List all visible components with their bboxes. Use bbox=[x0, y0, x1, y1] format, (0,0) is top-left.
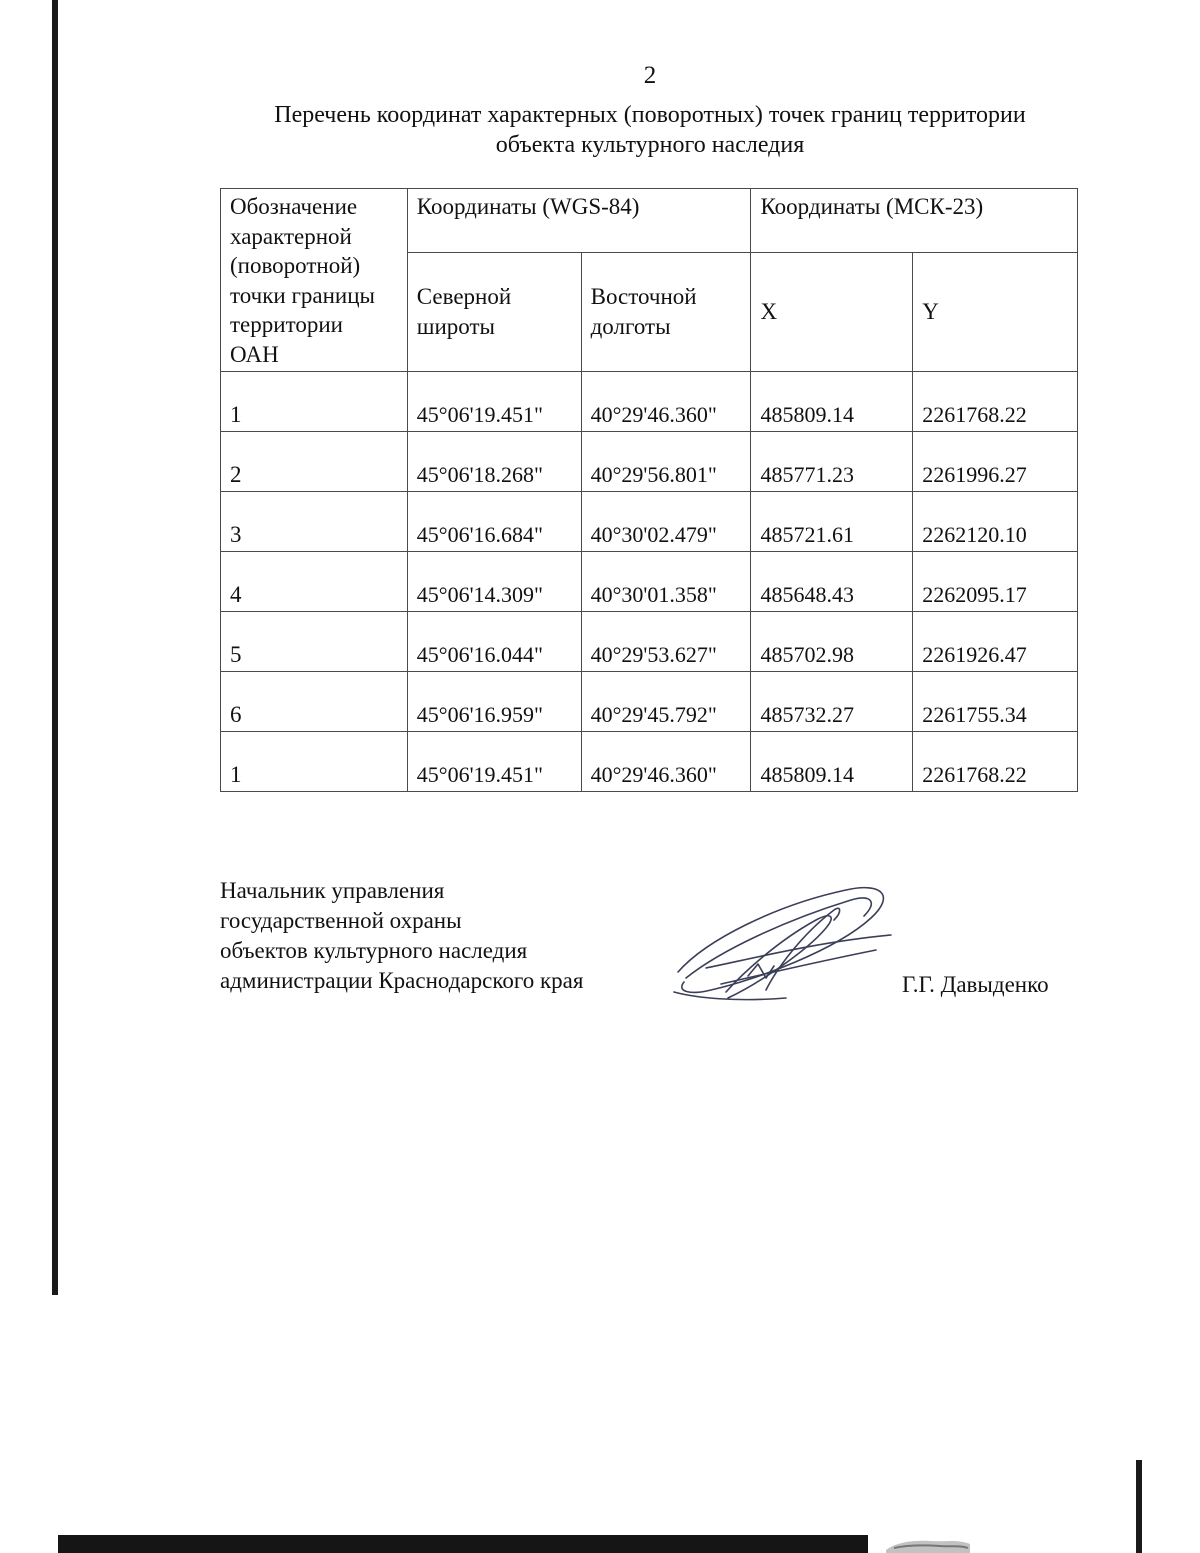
coordinates-table bbox=[220, 188, 1078, 792]
longitude-cell: 40°29'46.360" bbox=[581, 372, 751, 432]
table-row bbox=[221, 372, 1078, 432]
msk23-header: Координаты (МСК-23) bbox=[751, 189, 1078, 253]
table-row bbox=[221, 732, 1078, 792]
scan-edge-bottom bbox=[58, 1535, 868, 1553]
signatory-line: государственной охраны bbox=[220, 908, 462, 933]
signatory-line: объектов культурного наследия bbox=[220, 938, 528, 963]
scan-smudge bbox=[884, 1536, 972, 1553]
longitude-cell: 40°30'01.358" bbox=[581, 552, 751, 612]
x-cell: 485809.14 bbox=[751, 732, 913, 792]
x-cell: 485721.61 bbox=[751, 492, 913, 552]
point-cell: 2 bbox=[221, 432, 408, 492]
longitude-cell: 40°29'45.792" bbox=[581, 672, 751, 732]
north-latitude-header: Северной широты bbox=[407, 253, 581, 372]
point-cell: 5 bbox=[221, 612, 408, 672]
handwritten-signature bbox=[666, 880, 896, 1010]
scan-edge-right bbox=[1136, 1460, 1142, 1553]
y-cell: 2261996.27 bbox=[913, 432, 1078, 492]
document-title bbox=[200, 100, 1100, 160]
y-cell: 2261768.22 bbox=[913, 372, 1078, 432]
point-cell: 4 bbox=[221, 552, 408, 612]
y-header: Y bbox=[913, 253, 1078, 372]
wgs84-header: Координаты (WGS-84) bbox=[407, 189, 751, 253]
point-designation-header: Обозначение характерной (поворотной) точки границы территории ОАН bbox=[221, 189, 408, 372]
x-cell: 485732.27 bbox=[751, 672, 913, 732]
x-header: X bbox=[751, 253, 913, 372]
latitude-cell: 45°06'18.268" bbox=[407, 432, 581, 492]
title-line-1: Перечень координат характерных (поворотных) точек границ территории bbox=[274, 102, 1026, 128]
title-line-2: объекта культурного наследия bbox=[495, 132, 805, 158]
x-cell: 485648.43 bbox=[751, 552, 913, 612]
table-row bbox=[221, 432, 1078, 492]
y-cell: 2261926.47 bbox=[913, 612, 1078, 672]
page-number: 2 bbox=[643, 62, 657, 89]
scan-edge-left bbox=[52, 0, 58, 1295]
point-cell: 1 bbox=[221, 732, 408, 792]
signer-name: Г.Г. Давыденко bbox=[902, 972, 1049, 997]
table-row bbox=[221, 612, 1078, 672]
latitude-cell: 45°06'16.959" bbox=[407, 672, 581, 732]
latitude-cell: 45°06'16.684" bbox=[407, 492, 581, 552]
y-cell: 2261768.22 bbox=[913, 732, 1078, 792]
table-header-row bbox=[221, 189, 1078, 253]
point-cell: 1 bbox=[221, 372, 408, 432]
y-cell: 2262095.17 bbox=[913, 552, 1078, 612]
longitude-cell: 40°29'46.360" bbox=[581, 732, 751, 792]
y-cell: 2261755.34 bbox=[913, 672, 1078, 732]
latitude-cell: 45°06'19.451" bbox=[407, 732, 581, 792]
signatory-block bbox=[220, 876, 583, 996]
table-row bbox=[221, 492, 1078, 552]
longitude-cell: 40°29'53.627" bbox=[581, 612, 751, 672]
point-cell: 3 bbox=[221, 492, 408, 552]
x-cell: 485809.14 bbox=[751, 372, 913, 432]
latitude-cell: 45°06'16.044" bbox=[407, 612, 581, 672]
longitude-cell: 40°30'02.479" bbox=[581, 492, 751, 552]
latitude-cell: 45°06'14.309" bbox=[407, 552, 581, 612]
x-cell: 485702.98 bbox=[751, 612, 913, 672]
x-cell: 485771.23 bbox=[751, 432, 913, 492]
latitude-cell: 45°06'19.451" bbox=[407, 372, 581, 432]
table-row bbox=[221, 672, 1078, 732]
longitude-cell: 40°29'56.801" bbox=[581, 432, 751, 492]
signatory-line: Начальник управления bbox=[220, 878, 445, 903]
east-longitude-header: Восточной долготы bbox=[581, 253, 751, 372]
table-row bbox=[221, 552, 1078, 612]
point-cell: 6 bbox=[221, 672, 408, 732]
signatory-line: администрации Краснодарского края bbox=[220, 968, 584, 993]
y-cell: 2262120.10 bbox=[913, 492, 1078, 552]
